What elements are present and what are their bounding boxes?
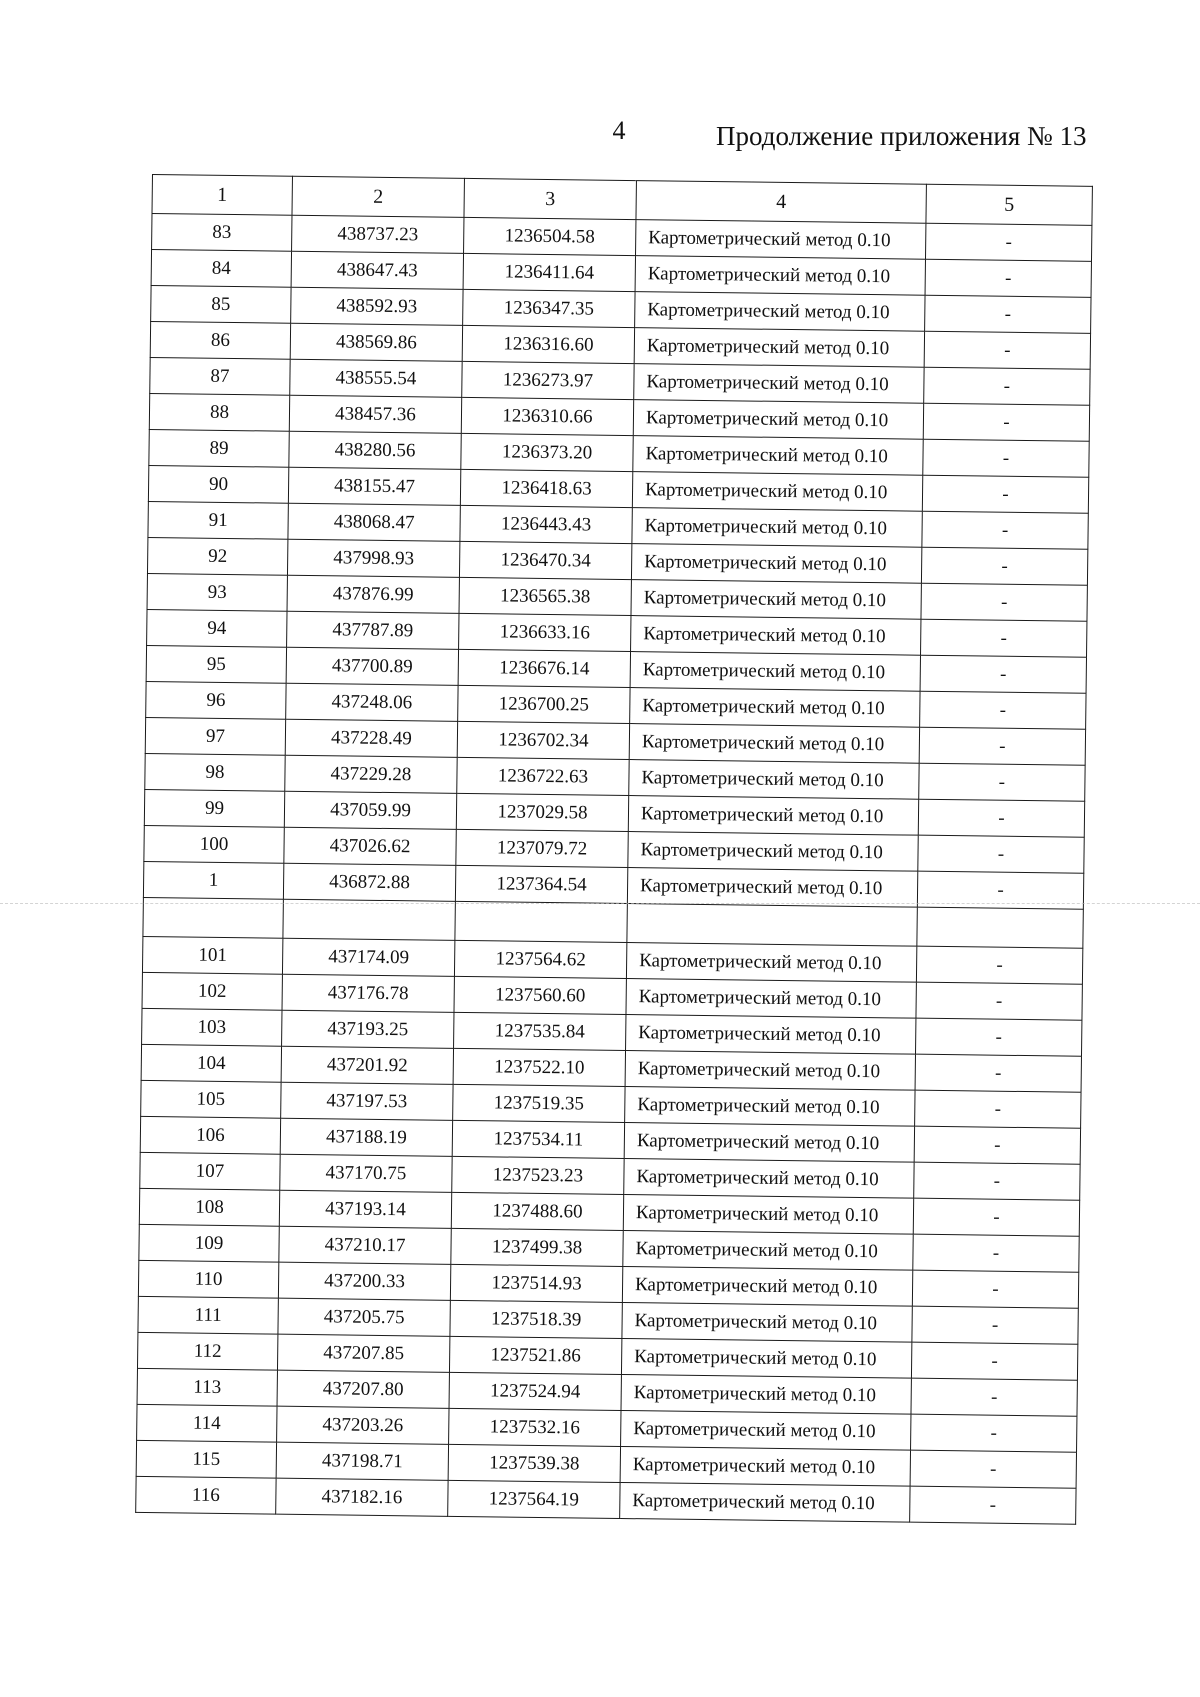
point-number-cell: 116: [136, 1476, 276, 1514]
note-cell: -: [923, 439, 1089, 477]
note-cell: -: [915, 1090, 1081, 1128]
point-number-cell: 113: [137, 1368, 277, 1406]
point-number-cell: 87: [150, 357, 290, 395]
x-coordinate-cell: 438457.36: [289, 395, 461, 433]
note-cell: -: [922, 475, 1088, 513]
x-coordinate-cell: 437700.89: [286, 647, 458, 685]
method-cell: Картометрический метод 0.10: [632, 472, 922, 512]
method-cell: Картометрический метод 0.10: [634, 328, 924, 368]
method-cell: Картометрический метод 0.10: [636, 220, 926, 260]
point-number-cell: 102: [142, 972, 282, 1010]
method-cell: Картометрический метод 0.10: [620, 1446, 910, 1486]
method-cell: Картометрический метод 0.10: [631, 544, 921, 584]
column-header: 3: [464, 178, 636, 219]
point-number-cell: 100: [144, 825, 284, 863]
method-cell: Картометрический метод 0.10: [623, 1195, 913, 1235]
point-number-cell: 114: [137, 1404, 277, 1442]
y-coordinate-cell: 1237519.35: [453, 1084, 625, 1122]
point-number-cell: 106: [140, 1116, 280, 1154]
method-cell: Картометрический метод 0.10: [621, 1338, 911, 1378]
point-number-cell: 104: [141, 1044, 281, 1082]
point-number-cell: 91: [148, 501, 288, 539]
point-number-cell: 103: [142, 1008, 282, 1046]
x-coordinate-cell: 438555.54: [290, 359, 462, 397]
point-number-cell: 83: [152, 214, 292, 252]
y-coordinate-cell: 1237524.94: [449, 1372, 621, 1410]
method-cell: Картометрический метод 0.10: [633, 436, 923, 476]
y-coordinate-cell: 1236633.16: [459, 613, 631, 651]
method-cell: Картометрический метод 0.10: [621, 1374, 911, 1414]
y-coordinate-cell: 1236373.20: [461, 433, 633, 471]
y-coordinate-cell: 1236676.14: [458, 649, 630, 687]
x-coordinate-cell: 437201.92: [281, 1046, 453, 1084]
x-coordinate-cell: 437207.80: [277, 1370, 449, 1408]
note-cell: -: [911, 1378, 1077, 1416]
x-coordinate-cell: 438155.47: [288, 467, 460, 505]
y-coordinate-cell: 1236273.97: [462, 361, 634, 399]
x-coordinate-cell: 437198.71: [276, 1442, 448, 1480]
x-coordinate-cell: 437203.26: [277, 1406, 449, 1444]
method-cell: Картометрический метод 0.10: [631, 580, 921, 620]
method-cell: Картометрический метод 0.10: [631, 616, 921, 656]
method-cell: Картометрический метод 0.10: [624, 1123, 914, 1163]
x-coordinate-cell: 437210.17: [279, 1226, 451, 1264]
y-coordinate-cell: 1237514.93: [450, 1264, 622, 1302]
method-cell: Картометрический метод 0.10: [627, 868, 917, 908]
method-cell: Картометрический метод 0.10: [628, 796, 918, 836]
x-coordinate-cell: 437205.75: [278, 1298, 450, 1336]
y-coordinate-cell: 1236310.66: [461, 397, 633, 435]
x-coordinate-cell: [283, 899, 455, 940]
note-cell: -: [916, 1018, 1082, 1056]
y-coordinate-cell: 1237518.39: [450, 1300, 622, 1338]
point-number-cell: 94: [147, 609, 287, 647]
x-coordinate-cell: 437998.93: [287, 539, 459, 577]
y-coordinate-cell: 1237488.60: [451, 1192, 623, 1230]
page-heading: [716, 120, 1087, 152]
note-cell: -: [914, 1162, 1080, 1200]
y-coordinate-cell: 1236722.63: [457, 757, 629, 795]
note-cell: -: [914, 1126, 1080, 1164]
x-coordinate-cell: 437787.89: [287, 611, 459, 649]
y-coordinate-cell: 1237079.72: [456, 829, 628, 867]
y-coordinate-cell: 1236470.34: [459, 541, 631, 579]
column-header: 2: [292, 176, 464, 217]
y-coordinate-cell: 1236504.58: [464, 217, 636, 255]
y-coordinate-cell: 1237560.60: [454, 976, 626, 1014]
point-number-cell: 105: [141, 1080, 281, 1118]
x-coordinate-cell: 437176.78: [282, 974, 454, 1012]
y-coordinate-cell: 1236700.25: [458, 685, 630, 723]
x-coordinate-cell: 437876.99: [287, 575, 459, 613]
y-coordinate-cell: 1237539.38: [448, 1444, 620, 1482]
method-cell: Картометрический метод 0.10: [626, 1015, 916, 1055]
note-cell: -: [920, 691, 1086, 729]
method-cell: Картометрический метод 0.10: [622, 1267, 912, 1307]
x-coordinate-cell: 437200.33: [278, 1262, 450, 1300]
x-coordinate-cell: 437182.16: [276, 1478, 448, 1516]
note-cell: -: [918, 835, 1084, 873]
note-cell: -: [916, 982, 1082, 1020]
point-number-cell: 110: [138, 1260, 278, 1298]
page-number: 4: [612, 116, 626, 145]
y-coordinate-cell: 1237523.23: [452, 1156, 624, 1194]
point-number-cell: 112: [137, 1332, 277, 1370]
method-cell: Картометрический метод 0.10: [629, 760, 919, 800]
x-coordinate-cell: 437188.19: [280, 1118, 452, 1156]
note-cell: -: [917, 871, 1083, 909]
y-coordinate-cell: [455, 901, 627, 942]
y-coordinate-cell: 1236347.35: [463, 289, 635, 327]
point-number-cell: 84: [151, 250, 291, 288]
note-cell: -: [924, 331, 1090, 369]
heading-text: Продолжение приложения № 13: [716, 121, 1087, 151]
x-coordinate-cell: 437207.85: [277, 1334, 449, 1372]
y-coordinate-cell: 1237522.10: [453, 1048, 625, 1086]
x-coordinate-cell: 437193.25: [282, 1010, 454, 1048]
note-cell: -: [919, 727, 1085, 765]
x-coordinate-cell: 437193.14: [279, 1190, 451, 1228]
y-coordinate-cell: 1237029.58: [456, 793, 628, 831]
method-cell: Картометрический метод 0.10: [633, 400, 923, 440]
method-cell: Картометрический метод 0.10: [621, 1410, 911, 1450]
note-cell: -: [923, 403, 1089, 441]
note-cell: -: [912, 1270, 1078, 1308]
method-cell: Картометрический метод 0.10: [622, 1302, 912, 1342]
x-coordinate-cell: 437248.06: [286, 683, 458, 721]
column-header: 1: [152, 175, 292, 216]
point-number-cell: 89: [149, 429, 289, 467]
y-coordinate-cell: 1237499.38: [451, 1228, 623, 1266]
note-cell: -: [920, 655, 1086, 693]
method-cell: Картометрический метод 0.10: [635, 292, 925, 332]
note-cell: -: [921, 547, 1087, 585]
point-number-cell: 85: [151, 285, 291, 323]
y-coordinate-cell: 1236443.43: [460, 505, 632, 543]
y-coordinate-cell: 1236418.63: [460, 469, 632, 507]
note-cell: -: [921, 619, 1087, 657]
point-number-cell: 95: [146, 645, 286, 683]
method-cell: Картометрический метод 0.10: [626, 943, 916, 983]
y-coordinate-cell: 1236316.60: [462, 325, 634, 363]
method-cell: Картометрический метод 0.10: [625, 1087, 915, 1127]
y-coordinate-cell: 1237564.19: [448, 1480, 620, 1518]
note-cell: -: [925, 223, 1091, 261]
column-header: 4: [636, 181, 926, 224]
method-cell: Картометрический метод 0.10: [630, 652, 920, 692]
point-number-cell: 98: [145, 753, 285, 791]
note-cell: -: [910, 1450, 1076, 1488]
note-cell: -: [911, 1342, 1077, 1380]
method-cell: Картометрический метод 0.10: [635, 256, 925, 296]
y-coordinate-cell: 1237535.84: [454, 1012, 626, 1050]
x-coordinate-cell: 438068.47: [288, 503, 460, 541]
method-cell: [627, 904, 917, 947]
point-number-cell: 90: [148, 465, 288, 503]
point-number-cell: 88: [149, 393, 289, 431]
method-cell: Картометрический метод 0.10: [629, 724, 919, 764]
column-header: 5: [926, 184, 1092, 225]
method-cell: Картометрический метод 0.10: [623, 1231, 913, 1271]
method-cell: Картометрический метод 0.10: [632, 508, 922, 548]
point-number-cell: 99: [144, 789, 284, 827]
note-cell: -: [921, 583, 1087, 621]
note-cell: -: [925, 259, 1091, 297]
note-cell: -: [922, 511, 1088, 549]
point-number-cell: 93: [147, 573, 287, 611]
x-coordinate-cell: 438592.93: [291, 287, 463, 325]
note-cell: -: [913, 1234, 1079, 1272]
scan-line: [0, 903, 1200, 904]
note-cell: -: [916, 946, 1082, 984]
x-coordinate-cell: 437059.99: [284, 791, 456, 829]
point-number-cell: 108: [139, 1188, 279, 1226]
y-coordinate-cell: 1237521.86: [449, 1336, 621, 1374]
note-cell: -: [912, 1306, 1078, 1344]
note-cell: -: [913, 1198, 1079, 1236]
y-coordinate-cell: 1237564.62: [454, 940, 626, 978]
x-coordinate-cell: 436872.88: [283, 863, 455, 901]
point-number-cell: 115: [136, 1440, 276, 1478]
note-cell: -: [915, 1054, 1081, 1092]
method-cell: Картометрический метод 0.10: [630, 688, 920, 728]
point-number-cell: 96: [146, 681, 286, 719]
method-cell: Картометрический метод 0.10: [625, 1051, 915, 1091]
coordinates-table: [135, 174, 1093, 1525]
note-cell: -: [910, 1486, 1076, 1524]
note-cell: [917, 907, 1083, 948]
point-number-cell: 101: [142, 936, 282, 974]
x-coordinate-cell: 437197.53: [281, 1082, 453, 1120]
note-cell: -: [911, 1414, 1077, 1452]
y-coordinate-cell: 1237532.16: [449, 1408, 621, 1446]
method-cell: Картометрический метод 0.10: [624, 1159, 914, 1199]
y-coordinate-cell: 1237364.54: [455, 865, 627, 903]
point-number-cell: 97: [145, 717, 285, 755]
point-number-cell: 86: [150, 321, 290, 359]
point-number-cell: 111: [138, 1296, 278, 1334]
point-number-cell: 92: [147, 537, 287, 575]
y-coordinate-cell: 1236411.64: [463, 253, 635, 291]
note-cell: -: [919, 763, 1085, 801]
x-coordinate-cell: 438569.86: [290, 323, 462, 361]
method-cell: Картометрический метод 0.10: [626, 979, 916, 1019]
y-coordinate-cell: 1236565.38: [459, 577, 631, 615]
x-coordinate-cell: 437026.62: [284, 827, 456, 865]
point-number-cell: 107: [140, 1152, 280, 1190]
point-number-cell: 109: [139, 1224, 279, 1262]
method-cell: Картометрический метод 0.10: [628, 832, 918, 872]
y-coordinate-cell: 1236702.34: [457, 721, 629, 759]
x-coordinate-cell: 438737.23: [292, 215, 464, 253]
method-cell: Картометрический метод 0.10: [620, 1482, 910, 1522]
x-coordinate-cell: 438647.43: [291, 251, 463, 289]
note-cell: -: [924, 367, 1090, 405]
y-coordinate-cell: 1237534.11: [452, 1120, 624, 1158]
method-cell: Картометрический метод 0.10: [634, 364, 924, 404]
x-coordinate-cell: 437170.75: [280, 1154, 452, 1192]
x-coordinate-cell: 438280.56: [289, 431, 461, 469]
point-number-cell: 1: [143, 861, 283, 899]
x-coordinate-cell: 437228.49: [285, 719, 457, 757]
note-cell: -: [925, 295, 1091, 333]
x-coordinate-cell: 437229.28: [285, 755, 457, 793]
x-coordinate-cell: 437174.09: [282, 938, 454, 976]
note-cell: -: [918, 799, 1084, 837]
